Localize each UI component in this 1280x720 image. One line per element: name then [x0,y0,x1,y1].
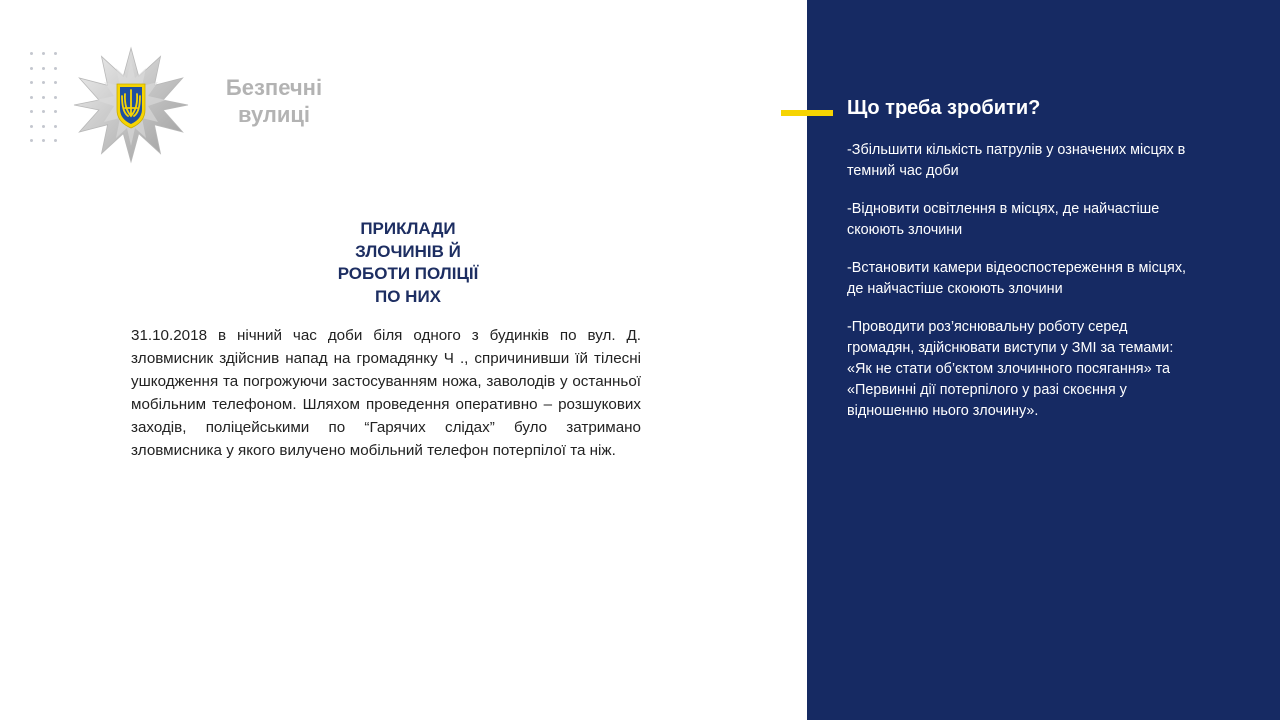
todo-item: -Встановити камери відеоспостереження в місцях, де найчастіше скоюють злочини [847,260,1187,297]
heading-line-4: ПО НИХ [375,286,441,306]
police-star-trident-icon [72,46,190,164]
brand-line-1: Безпечні [225,75,323,100]
brand-title [206,74,342,128]
crime-story-text: 31.10.2018 в нічний час доби біля одного з будинків по вул. Д. зловмисник здійснив напад на громадянку Ч ., спричинивши їй тілесні ушкодження та погрожуючи застосуванням ножа, заволодів у останньої мобільним телефоном. Шляхом проведення оперативно – розшукових заходів, поліцейськими по “Гарячих слідах” було затримано зловмисника у якого вилучено мобільний телефон потерпілої та ніж. [131,327,641,459]
todo-list [847,140,1197,439]
examples-heading [290,218,526,308]
decorative-dot-grid [30,52,66,156]
todo-title: Що треба зробити? [847,97,1041,119]
todo-item: -Відновити освітлення в місцях, де найчастіше скоюють злочини [847,201,1160,238]
brand-line-2: вулиці [237,102,311,127]
heading-line-3: РОБОТИ ПОЛІЦІЇ [337,264,479,283]
accent-bar [781,110,833,116]
todo-item: -Збільшити кількість патрулів у означених місцях в темний час доби [847,142,1186,179]
heading-line-1: ПРИКЛАДИ [360,219,456,238]
todo-item: -Проводити роз’яснювальну роботу серед громадян, здійснювати виступи у ЗМІ за темами: «Як не стати об’єктом злочинного посягання» та «Первинні дії потерпілого у разі скоєння у відношенню нього злочину». [847,319,1174,419]
heading-line-2: ЗЛОЧИНІВ Й [355,241,461,261]
